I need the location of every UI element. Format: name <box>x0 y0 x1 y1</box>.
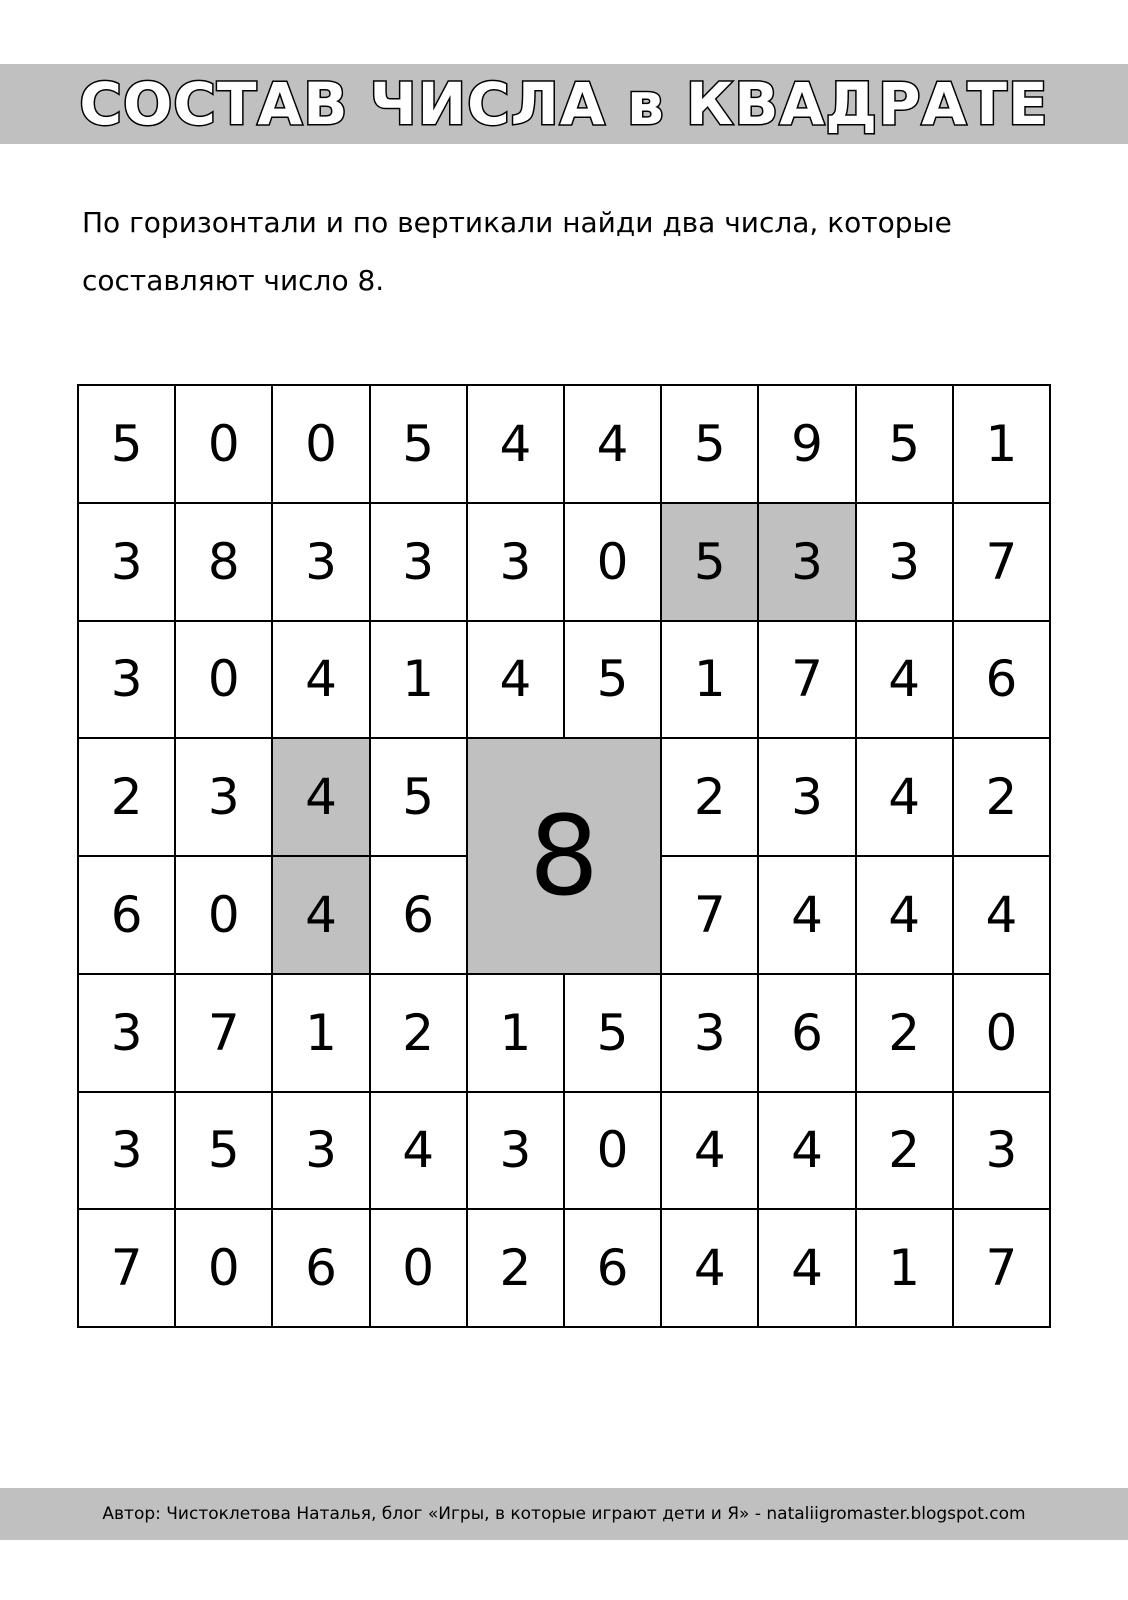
grid-cell[interactable]: 2 <box>662 739 759 857</box>
grid-cell[interactable]: 4 <box>662 1093 759 1211</box>
grid-cell[interactable]: 0 <box>176 1210 273 1328</box>
grid-cell[interactable]: 5 <box>371 739 468 857</box>
footer-bar <box>0 1488 1128 1540</box>
grid-cell[interactable]: 4 <box>759 857 856 975</box>
grid-cell[interactable]: 6 <box>79 857 176 975</box>
grid-cell[interactable]: 1 <box>954 386 1051 504</box>
grid-cell[interactable]: 4 <box>759 1210 856 1328</box>
grid-cell[interactable]: 6 <box>273 1210 370 1328</box>
grid-cell[interactable]: 8 <box>176 504 273 622</box>
page-title: СОСТАВ ЧИСЛА в КВАДРАТЕ <box>79 70 1049 138</box>
grid-cell[interactable]: 3 <box>79 1093 176 1211</box>
grid-cell[interactable]: 6 <box>759 975 856 1093</box>
grid-cell[interactable]: 5 <box>176 1093 273 1211</box>
grid-cell[interactable]: 2 <box>371 975 468 1093</box>
grid-cell[interactable]: 1 <box>662 622 759 740</box>
grid-cell[interactable]: 5 <box>565 622 662 740</box>
grid-cell[interactable]: 1 <box>857 1210 954 1328</box>
grid-cell[interactable]: 3 <box>857 504 954 622</box>
grid-cell[interactable]: 4 <box>468 622 565 740</box>
grid-cell[interactable]: 0 <box>176 622 273 740</box>
grid-cell[interactable]: 0 <box>954 975 1051 1093</box>
grid-cell[interactable]: 7 <box>79 1210 176 1328</box>
grid-cell[interactable]: 3 <box>954 1093 1051 1211</box>
grid-cell[interactable]: 4 <box>565 386 662 504</box>
grid-cell[interactable]: 0 <box>176 386 273 504</box>
grid-cell[interactable]: 0 <box>371 1210 468 1328</box>
grid-cell[interactable]: 3 <box>662 975 759 1093</box>
grid-cell[interactable]: 4 <box>468 386 565 504</box>
grid-cell[interactable]: 6 <box>565 1210 662 1328</box>
grid-cell[interactable]: 3 <box>759 739 856 857</box>
grid-cell[interactable]: 7 <box>759 622 856 740</box>
grid-cell[interactable]: 5 <box>565 975 662 1093</box>
grid-cell[interactable]: 6 <box>371 857 468 975</box>
grid-cell[interactable]: 2 <box>857 975 954 1093</box>
grid-cell[interactable]: 4 <box>273 739 370 857</box>
grid-cell[interactable]: 5 <box>662 386 759 504</box>
grid-cell[interactable]: 4 <box>273 857 370 975</box>
grid-cell[interactable]: 3 <box>468 1093 565 1211</box>
grid-cell[interactable]: 4 <box>954 857 1051 975</box>
grid-cell[interactable]: 0 <box>176 857 273 975</box>
grid-cell[interactable]: 3 <box>371 504 468 622</box>
grid-cell[interactable]: 4 <box>371 1093 468 1211</box>
grid-cell[interactable]: 0 <box>565 1093 662 1211</box>
grid-cell[interactable]: 5 <box>79 386 176 504</box>
grid-cell[interactable]: 4 <box>857 739 954 857</box>
grid-cell[interactable]: 1 <box>273 975 370 1093</box>
number-grid <box>77 384 1051 1328</box>
instruction-line-1: По горизонтали и по вертикали найди два числа, которые <box>82 206 952 239</box>
grid-cell[interactable]: 2 <box>468 1210 565 1328</box>
grid-cell[interactable]: 0 <box>273 386 370 504</box>
instruction-line-2: составляют число 8. <box>82 264 385 297</box>
target-number: 8 <box>468 739 662 975</box>
grid-cell[interactable]: 4 <box>662 1210 759 1328</box>
grid-cell[interactable]: 7 <box>954 504 1051 622</box>
grid-cell[interactable]: 4 <box>273 622 370 740</box>
grid-cell[interactable]: 2 <box>954 739 1051 857</box>
grid-cell[interactable]: 9 <box>759 386 856 504</box>
grid-cell[interactable]: 6 <box>954 622 1051 740</box>
grid-cell[interactable]: 4 <box>857 857 954 975</box>
grid-cell[interactable]: 3 <box>176 739 273 857</box>
grid-cell[interactable]: 3 <box>273 504 370 622</box>
grid-cell[interactable]: 3 <box>759 504 856 622</box>
grid-cell[interactable]: 5 <box>857 386 954 504</box>
footer-credit: Автор: Чистоклетова Наталья, блог «Игры, в которые играют дети и Я» - nataliigromaster.blogspot.com <box>102 1504 1026 1524</box>
grid-cell[interactable]: 0 <box>565 504 662 622</box>
grid-cell[interactable]: 3 <box>79 622 176 740</box>
grid-cell[interactable]: 3 <box>468 504 565 622</box>
grid-cell[interactable]: 3 <box>79 504 176 622</box>
grid-cell[interactable]: 4 <box>857 622 954 740</box>
grid-cell[interactable]: 3 <box>273 1093 370 1211</box>
grid-cell[interactable]: 5 <box>662 504 759 622</box>
instruction <box>82 194 1042 310</box>
grid-cell[interactable]: 4 <box>759 1093 856 1211</box>
grid-cell[interactable]: 1 <box>468 975 565 1093</box>
grid-cell[interactable]: 5 <box>371 386 468 504</box>
grid-cell[interactable]: 2 <box>79 739 176 857</box>
grid-cell[interactable]: 3 <box>79 975 176 1093</box>
grid-cell[interactable]: 7 <box>954 1210 1051 1328</box>
title-bar <box>0 64 1128 144</box>
grid-cell[interactable]: 7 <box>662 857 759 975</box>
grid-cell[interactable]: 1 <box>371 622 468 740</box>
grid-cell[interactable]: 7 <box>176 975 273 1093</box>
grid-cell[interactable]: 2 <box>857 1093 954 1211</box>
